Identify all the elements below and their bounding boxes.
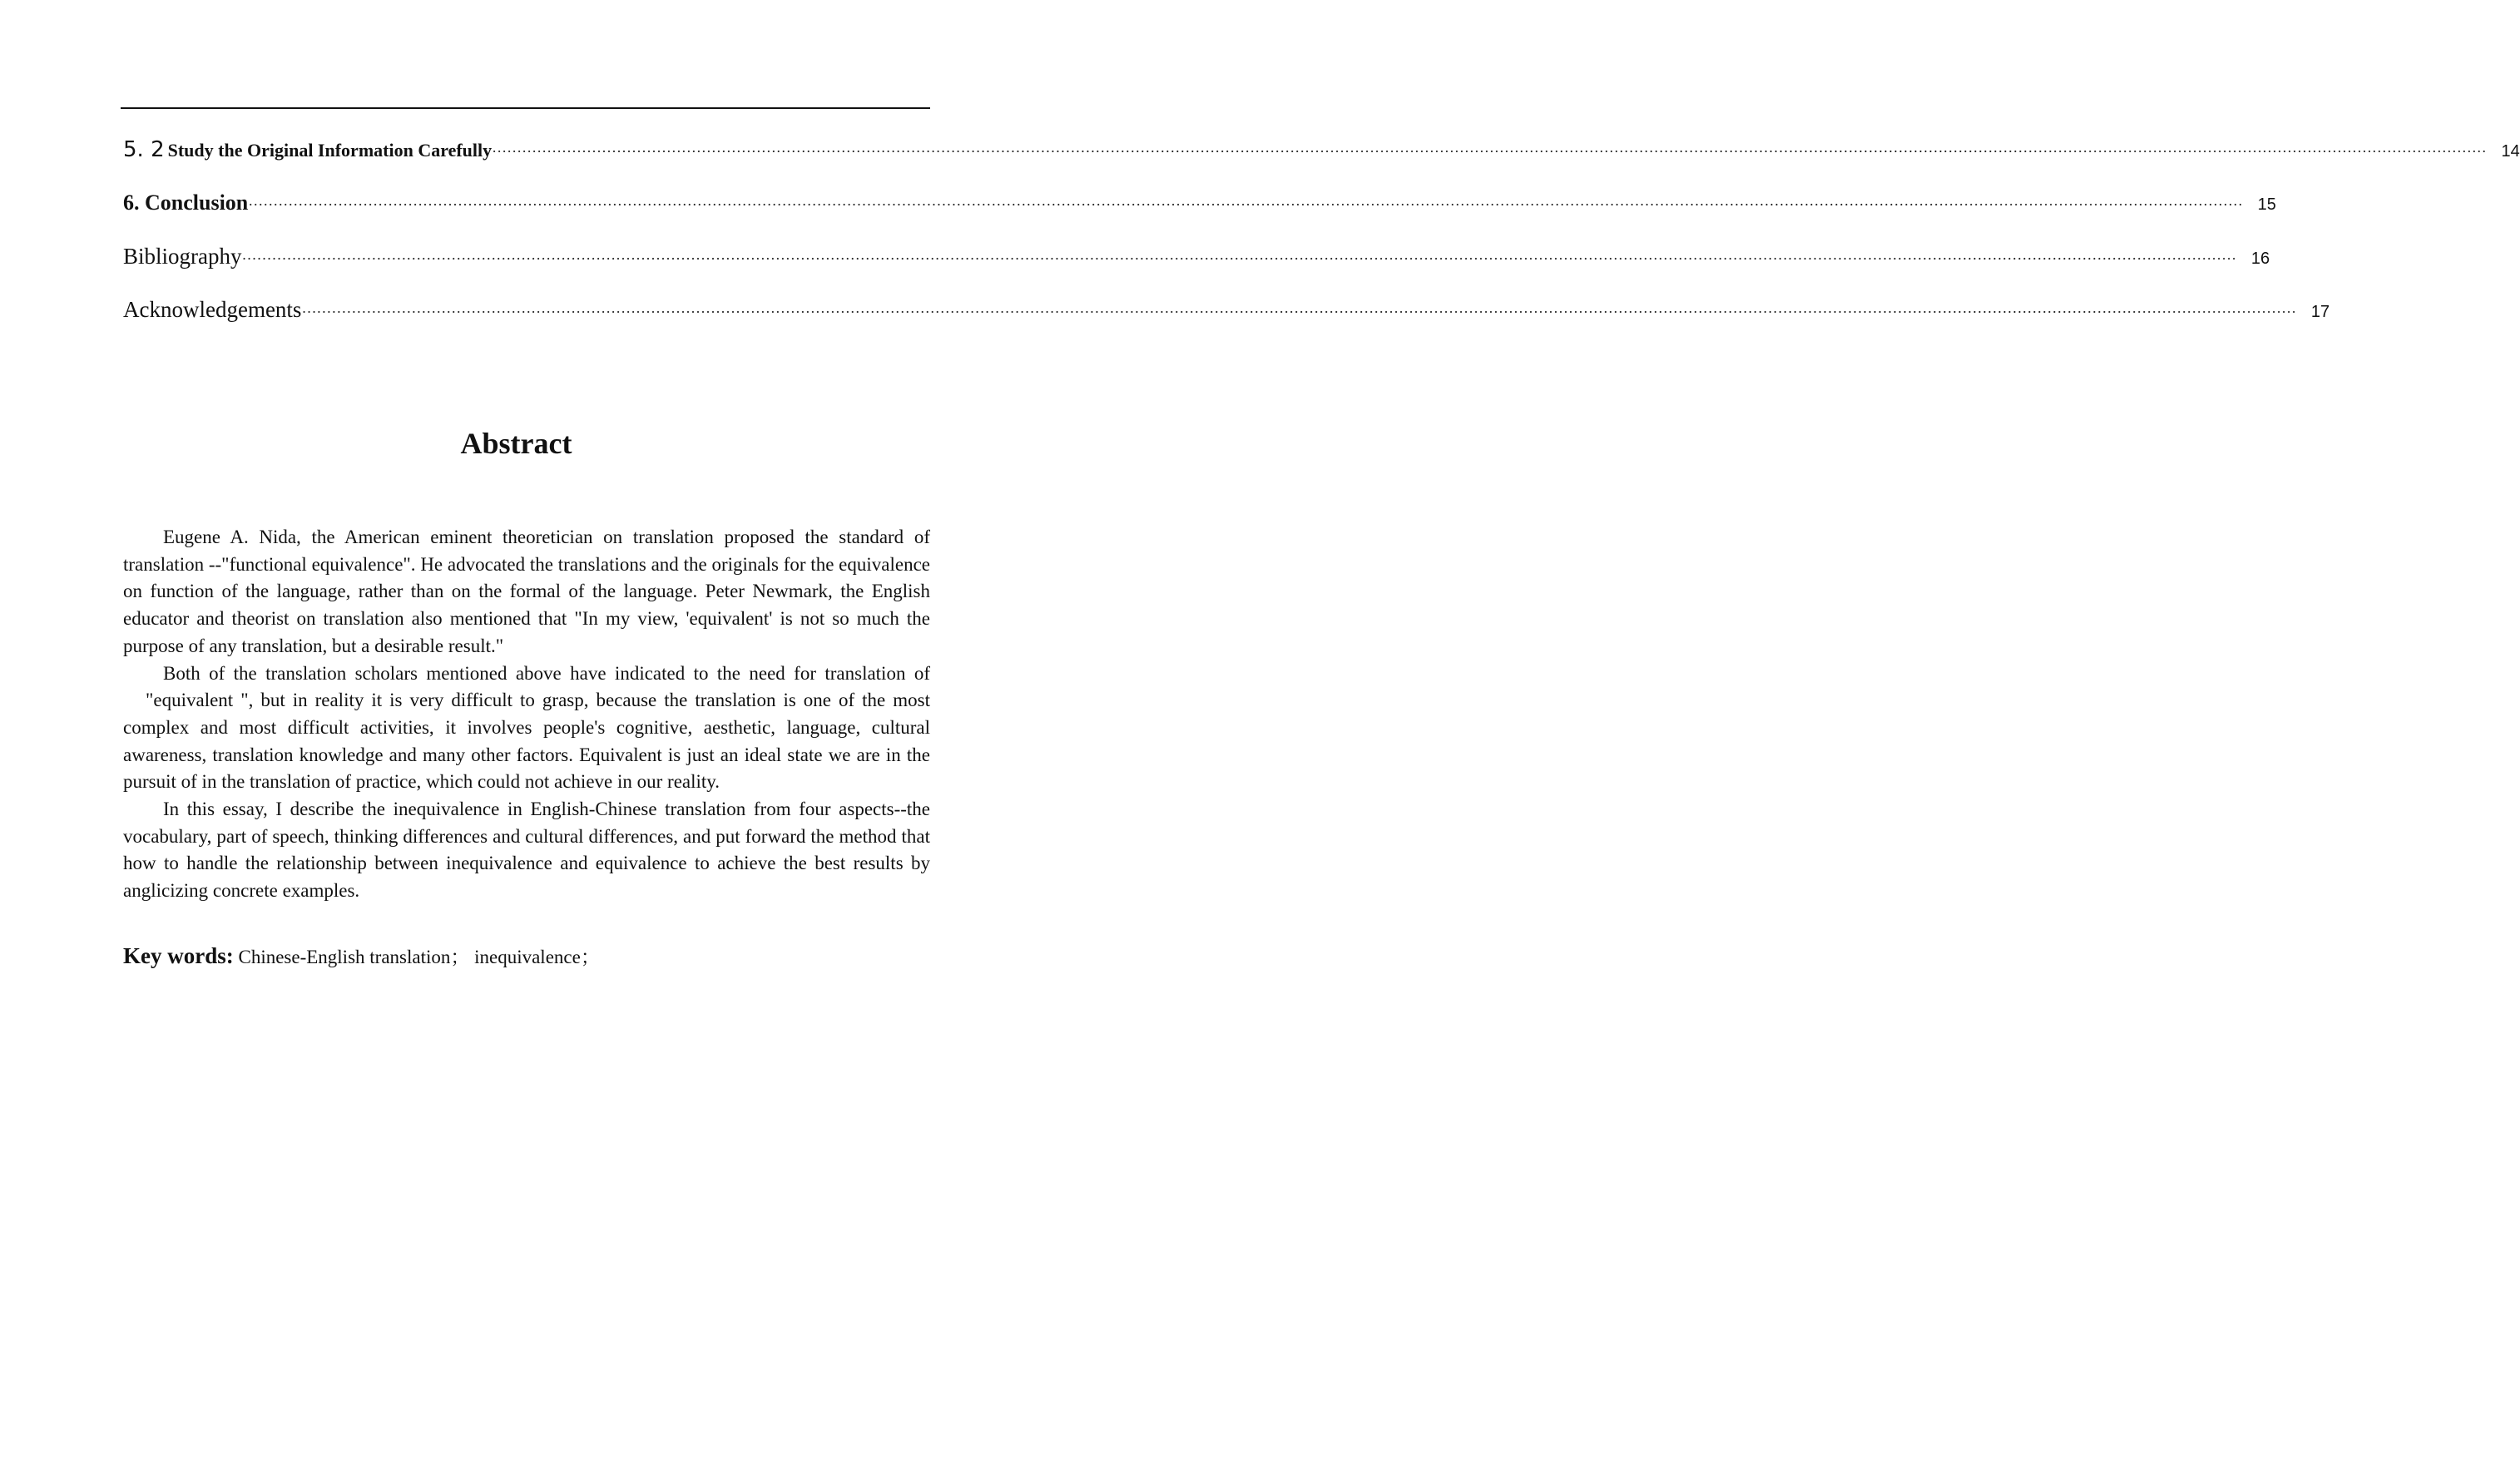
toc-page-number: 16 <box>2250 250 2270 268</box>
keywords-label: Key words: <box>123 943 234 968</box>
toc-page-number: 15 <box>2257 195 2276 214</box>
toc-entry[interactable] <box>123 186 2276 240</box>
abstract-paragraph: In this essay, I describe the inequivalence in English-Chinese translation from four aspects--the vocabulary, part of speech, thinking differences and cultural differences, and put forward the method that how to handle the relationship between inequivalence and equivalence to achieve the best results by anglicizing concrete examples. <box>123 799 930 902</box>
abstract-paragraph: Eugene A. Nida, the American eminent theoretician on translation proposed the standard of translation --"functional equivalence". He advocated the translations and the originals for the equivalence on function of the language, rather than on the formal of the language. Peter Newmark, the English educator and theorist on translation also mentioned that "In my view, 'equivalent' is not so much the purpose of any translation, but a desirable result." <box>123 527 930 656</box>
toc-entry-label: Study the Original Information Carefully <box>167 140 493 161</box>
toc-entry-title <box>123 133 492 170</box>
toc-leader-dots: ················································································································································································································································································································································································································ <box>248 196 2243 213</box>
abstract-body <box>123 524 930 905</box>
toc-page-number: 14 <box>2501 142 2520 161</box>
keywords-line <box>123 942 930 972</box>
toc-leader-dots: ················································································································································································································································································································································································································ <box>241 250 2237 267</box>
toc-leader-dots: ················································································································································································································································································································································································································ <box>301 304 2297 320</box>
toc-entry[interactable] <box>123 240 2270 293</box>
abstract-heading: Abstract <box>460 427 572 460</box>
header-rule <box>121 107 930 109</box>
toc-entry[interactable] <box>123 293 2330 346</box>
keywords-text: Chinese-English translation； inequivalence； <box>233 947 600 967</box>
toc-entry-number: 5. 2 <box>123 137 165 162</box>
table-of-contents <box>123 133 2520 346</box>
abstract-paragraph: Both of the translation scholars mentioned above have indicated to the need for translation of "equivalent ", but in reality it is very difficult to grasp, because the translation is one of the most complex and most difficult activities, it involves people's cognitive, aesthetic, language, cultural awareness, translation knowledge and many other factors. Equivalent is just an ideal state we are in the pursuit of in the translation of practice, which could not achieve in our reality. <box>123 662 930 793</box>
toc-leader-dots: ················································································································································································································································································································································································································ <box>492 143 2487 160</box>
toc-page-number: 17 <box>2310 303 2330 321</box>
toc-entry-label: Bibliography <box>123 244 242 269</box>
toc-entry-label: 6. Conclusion <box>123 190 249 215</box>
toc-entry-label: Acknowledgements <box>123 297 302 322</box>
toc-entry[interactable] <box>123 133 2520 186</box>
